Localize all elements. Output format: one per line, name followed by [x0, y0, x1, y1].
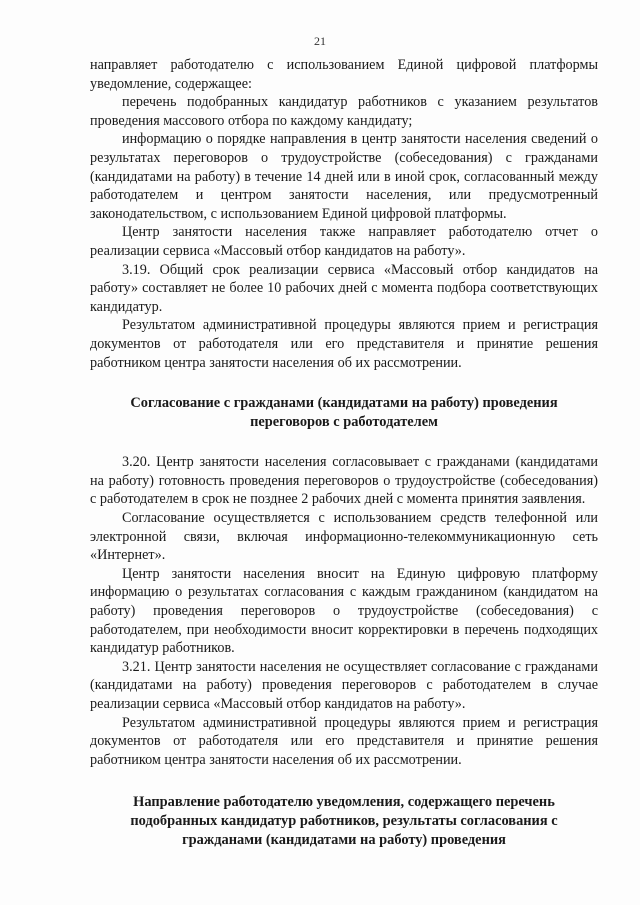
paragraph: направляет работодателю с использованием Единой цифровой платформы уведомление, содержащее:: [90, 57, 598, 92]
page-number: 21: [314, 34, 326, 48]
paragraph: Результатом административной процедуры являются прием и регистрация документов от работодателя или его представителя и принятие решения работником центра занятости населения об их рассмотрении.: [90, 317, 598, 371]
paragraph: 3.19. Общий срок реализации сервиса «Массовый отбор кандидатов на работу» составляет не более 10 рабочих дней с момента подбора соответствующих кандидатур.: [90, 261, 598, 315]
middle-paragraphs: [90, 453, 598, 769]
paragraph: Центр занятости населения также направляет работодателю отчет о реализации сервиса «Массовый отбор кандидатов на работу».: [90, 224, 598, 259]
top-paragraphs: [90, 56, 598, 372]
paragraph: Согласование осуществляется с использованием средств телефонной или электронной связи, включая информационно-телекоммуникационную сеть «Интернет».: [90, 510, 598, 564]
paragraph: Результатом административной процедуры являются прием и регистрация документов от работодателя или его представителя и принятие решения работником центра занятости населения об их рассмотрении.: [90, 714, 598, 768]
paragraph: 3.21. Центр занятости населения не осуществляет согласование с гражданами (кандидатами на работу) проведения переговоров с работодателем в случае реализации сервиса «Массовый отбор кандидатов на работу».: [90, 658, 598, 712]
paragraph: 3.20. Центр занятости населения согласовывает с гражданами (кандидатами на работу) готовность проведения переговоров о трудоустройстве (собеседования) с работодателем в срок не позднее 2 рабочих дней с момента принятия заявления.: [90, 454, 598, 508]
paragraph: Центр занятости населения вносит на Единую цифровую платформу информацию о результатах согласования с каждым гражданином (кандидатом на работу) проведения переговоров о трудоустройстве (собеседования) с работодателем, при необходимости вносит корректировки в перечень подходящих кандидатур работников.: [90, 565, 598, 657]
paragraph: информацию о порядке направления в центр занятости населения сведений о результатах переговоров о трудоустройстве (собеседования) с гражданами (кандидатами на работу) в течение 14 дней или в иной срок, согласованный между работодателем и центром занятости населения, или предусмотренный законодательством, с использованием Единой цифровой платформы.: [90, 131, 598, 222]
paragraph: перечень подобранных кандидатур работников с указанием результатов проведения массового отбора по каждому кандидату;: [90, 94, 598, 129]
page-content: [90, 56, 598, 849]
section-heading-1: Согласование с гражданами (кандидатами на работу) проведения переговоров с работодателем: [130, 395, 558, 430]
section-heading-2: Направление работодателю уведомления, содержащего перечень подобранных кандидатур работников, результаты согласования с гражданами (кандидатами на работу) проведения: [130, 794, 558, 848]
